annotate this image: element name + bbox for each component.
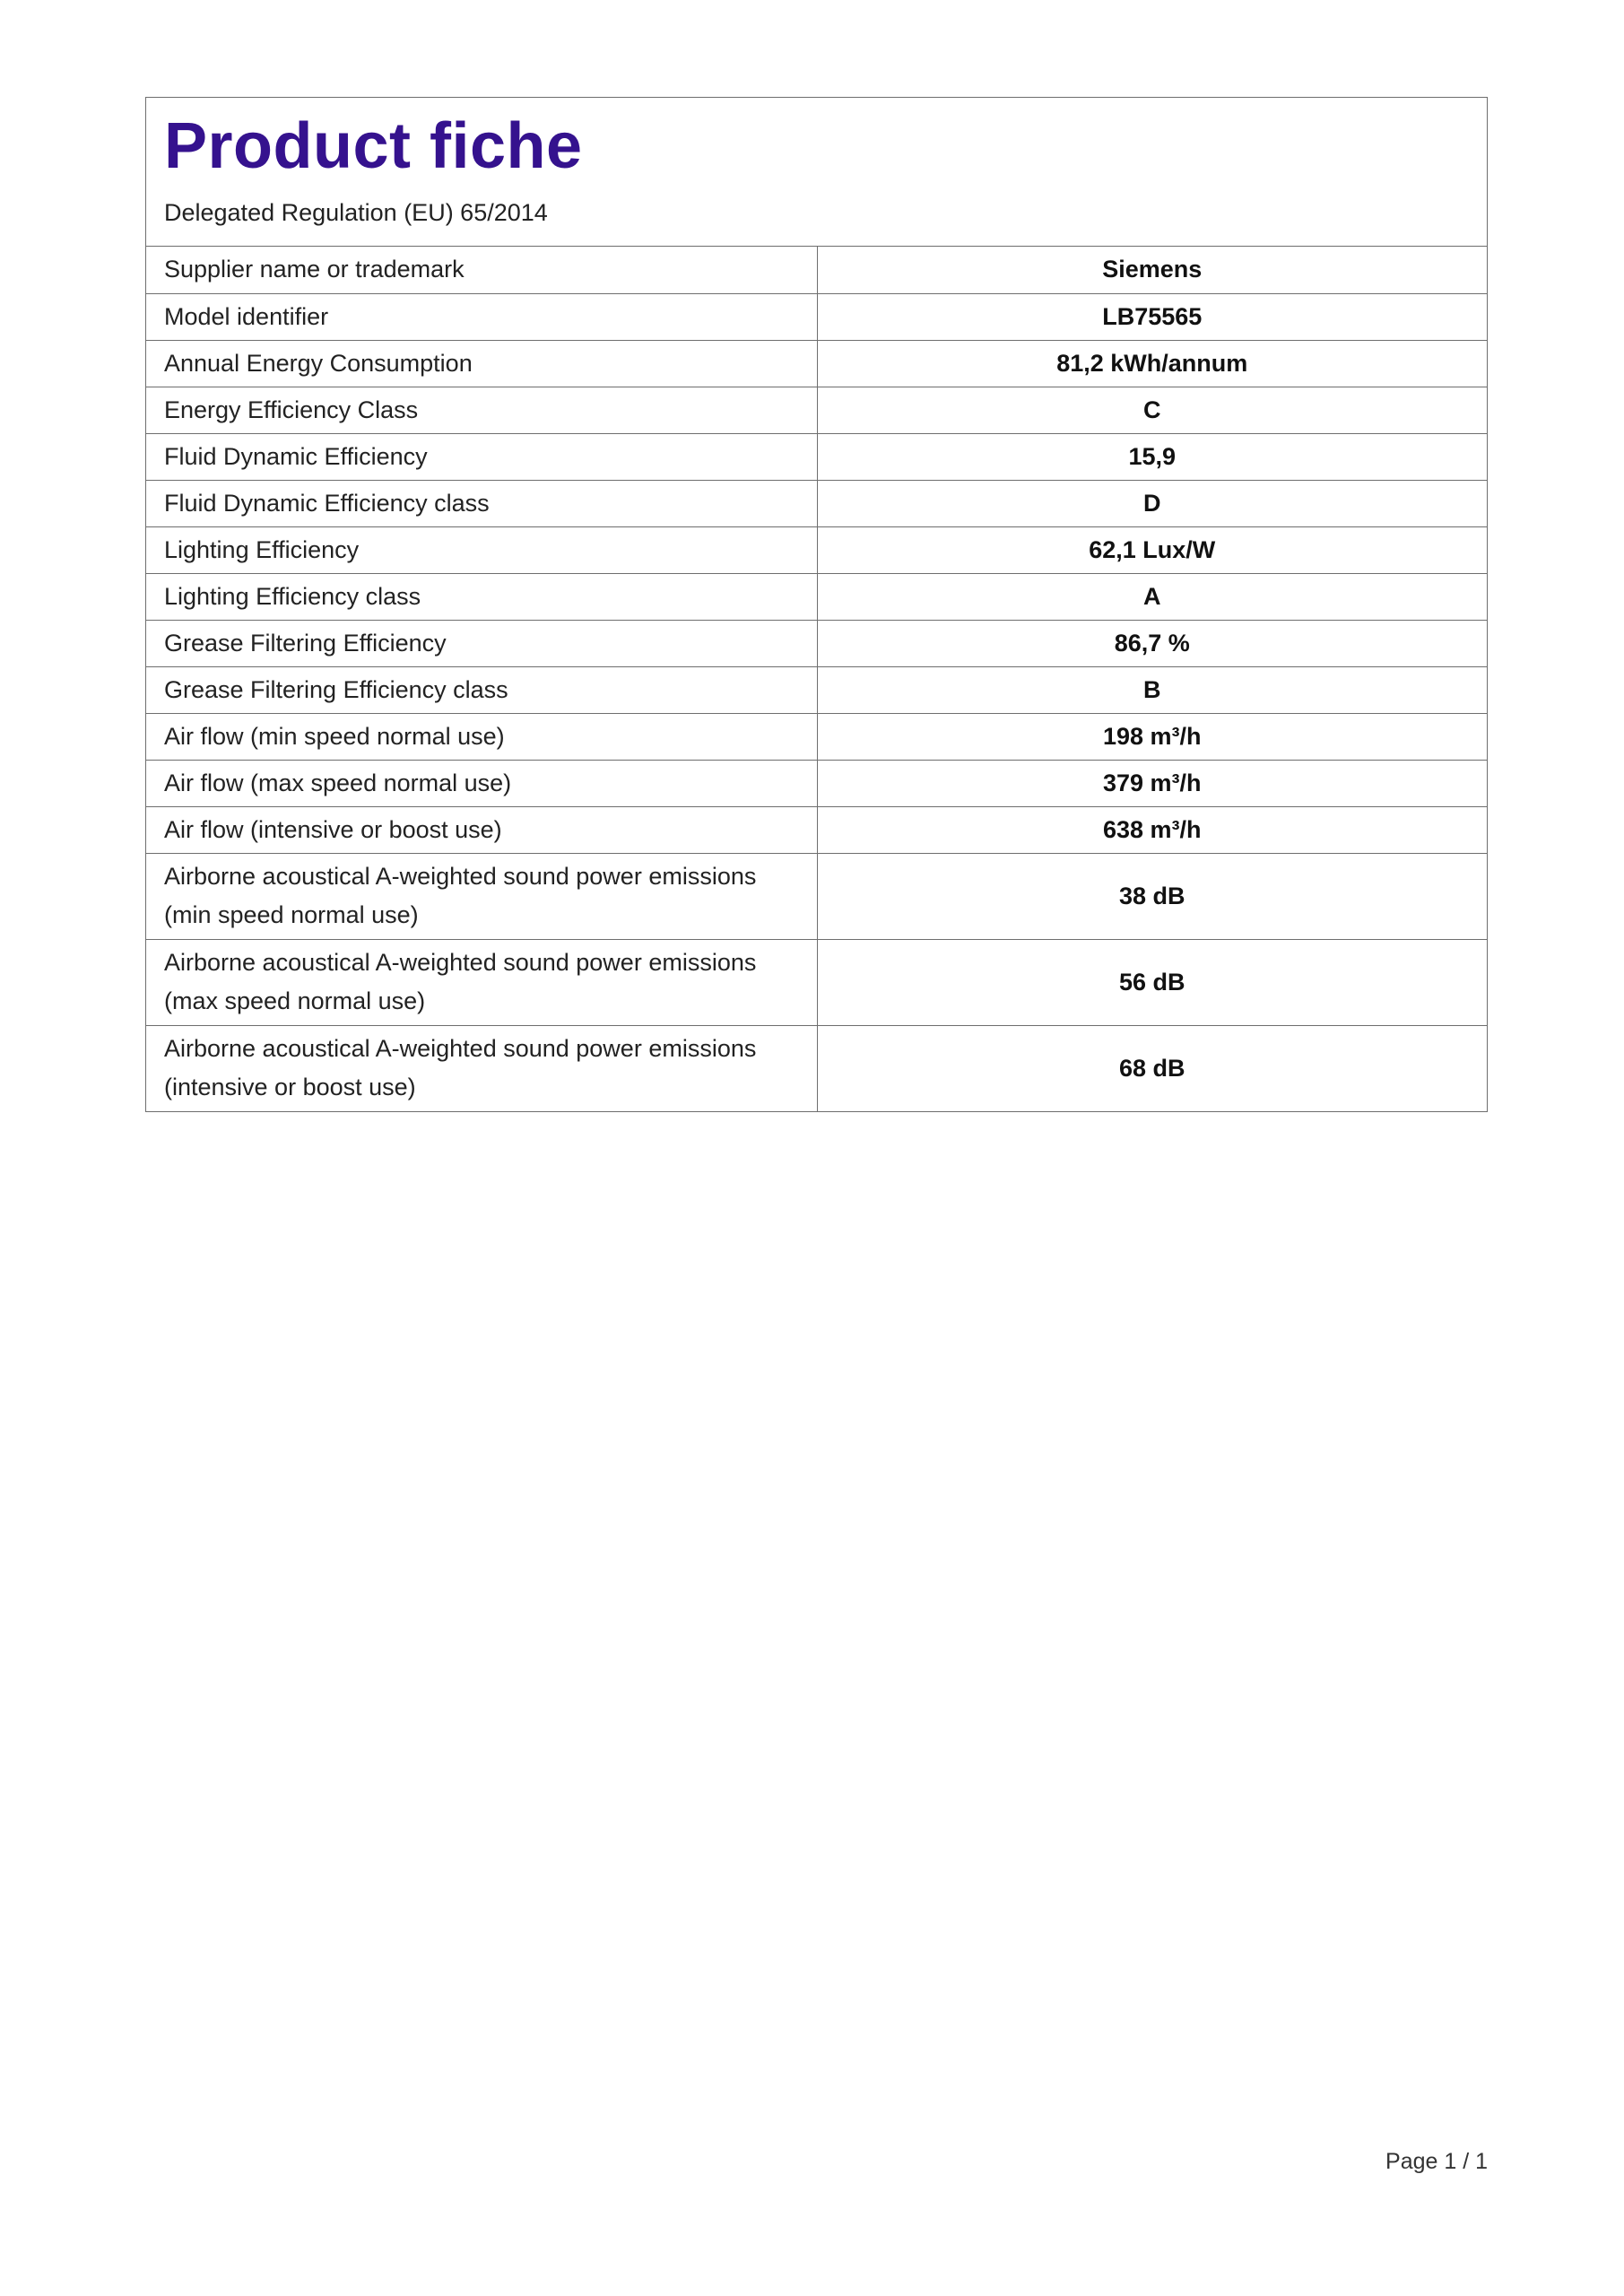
row-value: 62,1 Lux/W bbox=[817, 526, 1487, 573]
table-row bbox=[146, 853, 1487, 939]
row-value: LB75565 bbox=[817, 293, 1487, 340]
row-label: Air flow (min speed normal use) bbox=[146, 713, 817, 760]
page-number: Page 1 / 1 bbox=[1385, 2149, 1488, 2174]
regulation-subtitle: Delegated Regulation (EU) 65/2014 bbox=[164, 199, 548, 226]
table-row bbox=[146, 666, 1487, 713]
table-row bbox=[146, 713, 1487, 760]
row-value: 81,2 kWh/annum bbox=[817, 340, 1487, 387]
fiche-table bbox=[146, 247, 1487, 1111]
table-row bbox=[146, 760, 1487, 806]
row-value: D bbox=[817, 480, 1487, 526]
table-row bbox=[146, 433, 1487, 480]
row-label: Supplier name or trademark bbox=[146, 247, 817, 293]
row-label: Energy Efficiency Class bbox=[146, 387, 817, 433]
fiche-header bbox=[146, 98, 1487, 247]
row-value: 15,9 bbox=[817, 433, 1487, 480]
row-value: 379 m³/h bbox=[817, 760, 1487, 806]
row-value: A bbox=[817, 573, 1487, 620]
row-label: Air flow (max speed normal use) bbox=[146, 760, 817, 806]
row-value: 56 dB bbox=[817, 939, 1487, 1025]
table-row bbox=[146, 247, 1487, 293]
row-value: 38 dB bbox=[817, 853, 1487, 939]
row-value: Siemens bbox=[1102, 256, 1203, 283]
table-row bbox=[146, 526, 1487, 573]
row-label: Grease Filtering Efficiency bbox=[146, 620, 817, 666]
row-value: 86,7 % bbox=[817, 620, 1487, 666]
row-label: Fluid Dynamic Efficiency bbox=[146, 433, 817, 480]
row-label: Annual Energy Consumption bbox=[146, 340, 817, 387]
row-label: Fluid Dynamic Efficiency class bbox=[146, 480, 817, 526]
row-value: C bbox=[817, 387, 1487, 433]
product-fiche-sheet bbox=[145, 97, 1488, 1112]
table-row bbox=[146, 340, 1487, 387]
row-label: Lighting Efficiency class bbox=[146, 573, 817, 620]
table-row bbox=[146, 620, 1487, 666]
table-row bbox=[146, 387, 1487, 433]
table-row bbox=[146, 573, 1487, 620]
row-label: Model identifier bbox=[146, 293, 817, 340]
row-label: Grease Filtering Efficiency class bbox=[146, 666, 817, 713]
row-value: 68 dB bbox=[817, 1025, 1487, 1111]
row-value: 198 m³/h bbox=[817, 713, 1487, 760]
page-title: Product fiche bbox=[164, 110, 583, 182]
table-row bbox=[146, 939, 1487, 1025]
row-label: Air flow (intensive or boost use) bbox=[146, 806, 817, 853]
row-label: Lighting Efficiency bbox=[146, 526, 817, 573]
row-label: Airborne acoustical A-weighted sound power emissions (max speed normal use) bbox=[146, 939, 817, 1025]
table-row bbox=[146, 1025, 1487, 1111]
row-label: Airborne acoustical A-weighted sound power emissions (intensive or boost use) bbox=[146, 1025, 817, 1111]
row-value: 638 m³/h bbox=[817, 806, 1487, 853]
row-label: Airborne acoustical A-weighted sound power emissions (min speed normal use) bbox=[146, 853, 817, 939]
table-row bbox=[146, 293, 1487, 340]
row-value: B bbox=[817, 666, 1487, 713]
table-row bbox=[146, 480, 1487, 526]
table-row bbox=[146, 806, 1487, 853]
